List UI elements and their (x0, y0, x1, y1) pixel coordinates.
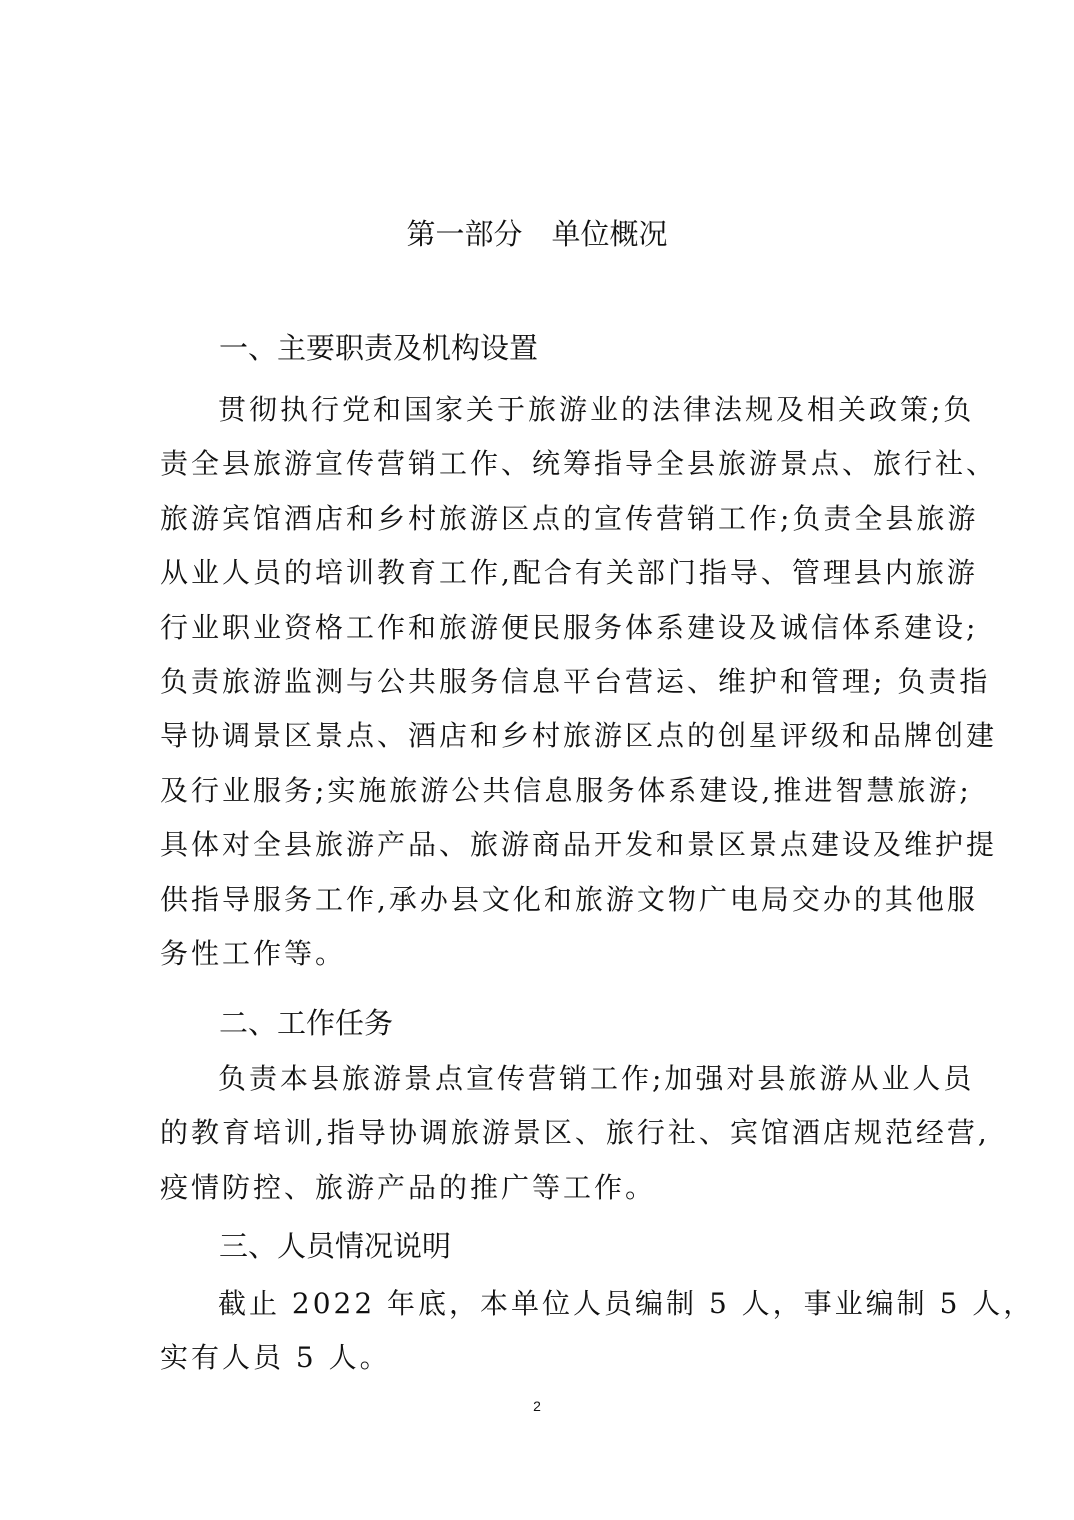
paragraph-line: 截止 2022 年底，本单位人员编制 5 人，事业编制 5 人， (218, 1287, 1035, 1320)
paragraph-line: 的教育培训,指导协调旅游景区、旅行社、宾馆酒店规范经营, (160, 1116, 990, 1150)
paragraph-line: 务性工作等。 (160, 937, 347, 971)
paragraph-line: 供指导服务工作,承办县文化和旅游文物广电局交办的其他服 (160, 882, 978, 916)
paragraph-line: 导协调景区景点、酒店和乡村旅游区点的创星评级和品牌创建 (160, 719, 998, 753)
section-heading-tasks: 二、工作任务 (219, 1006, 394, 1040)
paragraph-line: 行业职业资格工作和旅游便民服务体系建设及诚信体系建设; (160, 610, 979, 644)
paragraph-line: 从业人员的培训教育工作,配合有关部门指导、管理县内旅游 (160, 556, 978, 590)
paragraph-line: 具体对全县旅游产品、旅游商品开发和景区景点建设及维护提 (160, 828, 998, 862)
paragraph-line: 旅游宾馆酒店和乡村旅游区点的宣传营销工作;负责全县旅游 (160, 501, 979, 535)
paragraph-line: 实有人员 5 人。 (160, 1341, 391, 1375)
paragraph-line: 疫情防控、旅游产品的推广等工作。 (160, 1170, 657, 1204)
paragraph-line: 贯彻执行党和国家关于旅游业的法律法规及相关政策;负 (218, 393, 975, 426)
paragraph-line: 及行业服务;实施旅游公共信息服务体系建设,推进智慧旅游; (160, 773, 972, 807)
paragraph-duties (160, 383, 998, 981)
paragraph-staff (160, 1277, 1035, 1386)
page-number: 2 (533, 1398, 541, 1414)
paragraph-line: 责全县旅游宣传营销工作、统筹指导全县旅游景点、旅行社、 (160, 447, 998, 481)
page-title: 第一部分 单位概况 (406, 217, 668, 251)
section-heading-staff: 三、人员情况说明 (219, 1229, 452, 1263)
paragraph-line: 负责旅游监测与公共服务信息平台营运、维护和管理; 负责指 (160, 665, 991, 699)
paragraph-tasks (160, 1052, 990, 1215)
section-heading-duties: 一、主要职责及机构设置 (219, 331, 539, 365)
paragraph-line: 负责本县旅游景点宣传营销工作;加强对县旅游从业人员 (218, 1062, 975, 1095)
